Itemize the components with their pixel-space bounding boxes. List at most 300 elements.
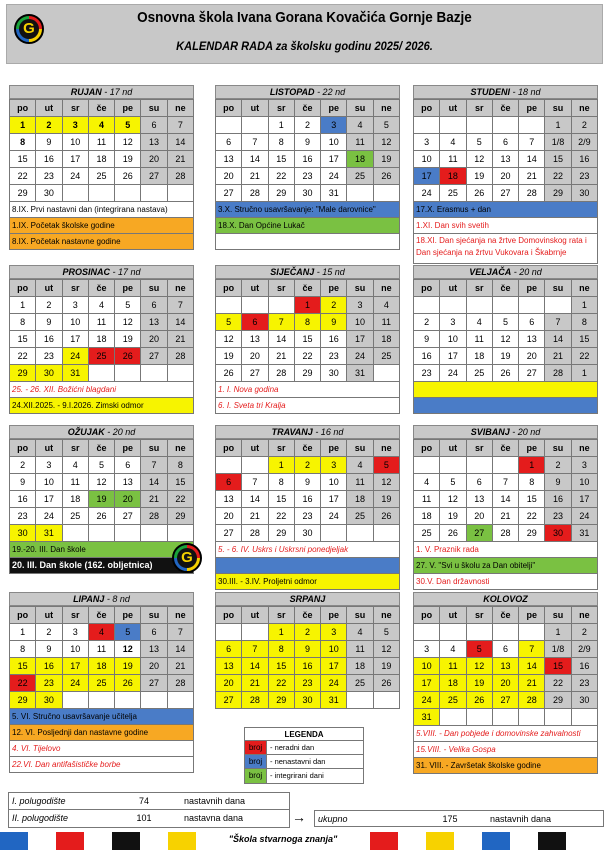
day-cell xyxy=(321,525,347,542)
day-cell: 5 xyxy=(115,297,141,314)
day-cell: 12 xyxy=(374,474,400,491)
day-cell: 16 xyxy=(572,658,598,675)
weekday-header: če xyxy=(89,607,115,624)
day-cell: 22 xyxy=(295,348,321,365)
day-cell: 27 xyxy=(216,692,242,709)
day-cell: 19 xyxy=(374,658,400,675)
day-cell: 10 xyxy=(321,641,347,658)
day-cell: 31 xyxy=(63,365,89,382)
day-cell xyxy=(414,117,440,134)
day-cell: 3 xyxy=(414,641,440,658)
weekday-header: sr xyxy=(269,100,295,117)
day-cell: 7 xyxy=(168,117,194,134)
day-cell: 25 xyxy=(89,348,115,365)
weekday-header: sr xyxy=(467,607,493,624)
weekday-header: pe xyxy=(519,280,545,297)
day-cell: 6 xyxy=(216,641,242,658)
day-cell: 23 xyxy=(545,508,571,525)
day-cell: 23 xyxy=(321,348,347,365)
day-cell: 21 xyxy=(168,151,194,168)
day-cell: 15 xyxy=(295,331,321,348)
month-note: 18.X. Dan Općine Lukač xyxy=(215,218,400,234)
day-cell: 8 xyxy=(572,314,598,331)
day-cell: 4 xyxy=(347,117,373,134)
day-cell xyxy=(141,185,167,202)
day-cell: 28 xyxy=(168,168,194,185)
weekday-header: po xyxy=(216,100,242,117)
day-cell: 17 xyxy=(321,151,347,168)
weekday-header: ut xyxy=(36,440,62,457)
month-note: 5. VI. Stručno usavršavanje učitelja xyxy=(9,709,194,725)
day-cell: 3 xyxy=(321,457,347,474)
day-cell: 21 xyxy=(519,675,545,692)
day-cell: 11 xyxy=(347,134,373,151)
day-cell: 23 xyxy=(10,508,36,525)
day-cell: 1/8 xyxy=(545,641,571,658)
day-cell: 7 xyxy=(242,641,268,658)
day-cell xyxy=(216,457,242,474)
day-cell: 17 xyxy=(414,168,440,185)
day-cell: 28 xyxy=(242,692,268,709)
day-cell: 30 xyxy=(36,692,62,709)
day-cell: 6 xyxy=(493,641,519,658)
day-cell: 5 xyxy=(467,134,493,151)
weekday-header: su xyxy=(141,440,167,457)
month-note: 20. III. Dan škole (162. obljetnica) xyxy=(9,558,194,574)
calendar-subtitle: KALENDAR RADA za školsku godinu 2025/ 2026. xyxy=(176,39,433,53)
weekday-header: po xyxy=(216,440,242,457)
weekday-header: ut xyxy=(242,607,268,624)
legend xyxy=(244,727,364,784)
month-note: 1. I. Nova godina xyxy=(215,382,400,398)
day-cell: 3 xyxy=(321,117,347,134)
day-cell: 31 xyxy=(347,365,373,382)
day-cell: 6 xyxy=(115,457,141,474)
day-cell: 19 xyxy=(374,151,400,168)
day-cell: 21 xyxy=(242,508,268,525)
day-cell: 22 xyxy=(269,168,295,185)
month-note: 1. V. Praznik rada xyxy=(413,542,598,558)
day-cell xyxy=(242,117,268,134)
legend-row-nonworking: broj - neradni dan xyxy=(245,741,363,755)
day-cell: 18 xyxy=(347,151,373,168)
day-cell xyxy=(168,365,194,382)
day-cell: 21 xyxy=(519,168,545,185)
weekday-header: ut xyxy=(36,280,62,297)
day-cell xyxy=(115,185,141,202)
day-cell: 9 xyxy=(36,134,62,151)
weekday-header: su xyxy=(347,280,373,297)
day-cell xyxy=(519,709,545,726)
day-cell: 25 xyxy=(63,508,89,525)
day-cell: 20 xyxy=(216,675,242,692)
day-cell: 23 xyxy=(36,168,62,185)
month-note: 8.IX. Prvi nastavni dan (integrirana nastava) xyxy=(9,202,194,218)
day-cell: 17 xyxy=(572,491,598,508)
day-cell: 27 xyxy=(493,692,519,709)
month-grid xyxy=(215,99,400,202)
weekday-header: pe xyxy=(519,100,545,117)
day-cell xyxy=(89,692,115,709)
day-cell: 13 xyxy=(141,134,167,151)
weekday-header: ne xyxy=(572,280,598,297)
day-cell xyxy=(347,185,373,202)
weekday-header: sr xyxy=(269,280,295,297)
day-cell: 31 xyxy=(572,525,598,542)
day-cell: 16 xyxy=(10,491,36,508)
day-cell: 13 xyxy=(115,474,141,491)
weekday-header: po xyxy=(414,440,440,457)
day-cell: 17 xyxy=(414,675,440,692)
weekday-header: ne xyxy=(572,100,598,117)
day-cell: 15 xyxy=(269,658,295,675)
month-title: PROSINAC - 17 nd xyxy=(9,265,194,279)
day-cell: 2/9 xyxy=(572,134,598,151)
weekday-header: ut xyxy=(440,280,466,297)
day-cell: 24 xyxy=(321,168,347,185)
day-cell: 16 xyxy=(545,491,571,508)
day-cell: 6 xyxy=(519,314,545,331)
day-cell: 5 xyxy=(467,641,493,658)
day-cell: 21 xyxy=(269,348,295,365)
weekday-header: če xyxy=(89,100,115,117)
day-cell: 24 xyxy=(63,348,89,365)
day-cell: 20 xyxy=(115,491,141,508)
day-cell xyxy=(141,525,167,542)
day-cell: 4 xyxy=(347,457,373,474)
legend-title: LEGENDA xyxy=(245,728,363,741)
weekday-header: sr xyxy=(269,440,295,457)
weekday-header: če xyxy=(89,440,115,457)
day-cell: 18 xyxy=(374,331,400,348)
day-cell: 25 xyxy=(440,185,466,202)
day-cell: 14 xyxy=(519,151,545,168)
day-cell: 4 xyxy=(374,297,400,314)
day-cell: 18 xyxy=(89,331,115,348)
day-cell: 23 xyxy=(572,168,598,185)
school-motto: "Škola stvarnoga znanja" xyxy=(228,834,338,844)
day-cell: 12 xyxy=(89,474,115,491)
weekday-header: po xyxy=(414,280,440,297)
day-cell xyxy=(89,525,115,542)
day-cell: 26 xyxy=(374,168,400,185)
day-cell: 29 xyxy=(545,185,571,202)
day-cell: 28 xyxy=(168,675,194,692)
weekday-header: pe xyxy=(115,280,141,297)
day-cell: 18 xyxy=(414,508,440,525)
day-cell: 5 xyxy=(115,624,141,641)
weekday-header: po xyxy=(414,607,440,624)
day-cell: 3 xyxy=(36,457,62,474)
day-cell xyxy=(216,624,242,641)
day-cell: 4 xyxy=(89,297,115,314)
day-cell: 10 xyxy=(440,331,466,348)
day-cell: 6 xyxy=(141,624,167,641)
day-cell: 3 xyxy=(63,117,89,134)
day-cell: 22 xyxy=(10,675,36,692)
weekday-header: po xyxy=(10,280,36,297)
day-cell: 10 xyxy=(414,658,440,675)
day-cell: 20 xyxy=(141,151,167,168)
day-cell: 22 xyxy=(519,508,545,525)
day-cell: 30 xyxy=(321,365,347,382)
day-cell xyxy=(141,365,167,382)
day-cell: 13 xyxy=(493,658,519,675)
weekday-header: su xyxy=(347,607,373,624)
day-cell xyxy=(440,624,466,641)
weekday-header: sr xyxy=(467,440,493,457)
weekday-header: če xyxy=(493,100,519,117)
day-cell: 3 xyxy=(440,314,466,331)
day-cell: 26 xyxy=(115,675,141,692)
weekday-header: po xyxy=(216,607,242,624)
day-cell: 13 xyxy=(493,151,519,168)
day-cell xyxy=(242,624,268,641)
day-cell: 25 xyxy=(414,525,440,542)
day-cell: 19 xyxy=(493,348,519,365)
day-cell: 30 xyxy=(572,692,598,709)
month-title: SRPANJ xyxy=(215,592,400,606)
day-cell: 27 xyxy=(141,348,167,365)
weekday-header: ne xyxy=(374,607,400,624)
month-note: 19.-20. III. Dan škole xyxy=(9,542,194,558)
weekday-header: ne xyxy=(572,607,598,624)
day-cell: 14 xyxy=(242,491,268,508)
day-cell: 14 xyxy=(493,491,519,508)
day-cell: 17 xyxy=(36,491,62,508)
day-cell: 15 xyxy=(10,658,36,675)
day-cell: 28 xyxy=(141,508,167,525)
month-note: 3.X. Stručno usavršavanje: "Male darovnice" xyxy=(215,202,400,218)
header xyxy=(6,4,603,64)
day-cell: 22 xyxy=(545,675,571,692)
day-cell: 3 xyxy=(347,297,373,314)
day-cell: 20 xyxy=(216,168,242,185)
day-cell: 26 xyxy=(493,365,519,382)
day-cell: 14 xyxy=(168,314,194,331)
day-cell: 21 xyxy=(545,348,571,365)
month-note: 1.XI. Dan svih svetih xyxy=(413,218,598,234)
day-cell: 22 xyxy=(269,508,295,525)
day-cell: 7 xyxy=(493,474,519,491)
month-grid xyxy=(9,439,194,542)
day-cell: 15 xyxy=(168,474,194,491)
month-lipanj xyxy=(9,592,194,773)
day-cell: 29 xyxy=(519,525,545,542)
month-title: VELJAČA - 20 nd xyxy=(413,265,598,279)
day-cell: 18 xyxy=(63,491,89,508)
weekday-header: če xyxy=(493,280,519,297)
day-cell: 25 xyxy=(347,508,373,525)
day-cell xyxy=(89,185,115,202)
month-grid xyxy=(413,606,598,726)
weekday-header: če xyxy=(295,100,321,117)
day-cell: 15 xyxy=(545,151,571,168)
day-cell xyxy=(414,297,440,314)
day-cell xyxy=(374,525,400,542)
day-cell: 4 xyxy=(440,134,466,151)
month-note: 4. VI. Tijelovo xyxy=(9,741,194,757)
day-cell: 30 xyxy=(36,185,62,202)
day-cell: 27 xyxy=(216,185,242,202)
weekday-header: su xyxy=(545,440,571,457)
day-cell: 24 xyxy=(414,692,440,709)
day-cell: 20 xyxy=(467,508,493,525)
month-note: 6. I. Sveta tri Kralja xyxy=(215,398,400,414)
day-cell: 9 xyxy=(36,641,62,658)
day-cell: 29 xyxy=(10,365,36,382)
day-cell: 24 xyxy=(440,365,466,382)
day-cell: 19 xyxy=(115,658,141,675)
day-cell: 31 xyxy=(414,709,440,726)
weekday-header: su xyxy=(545,100,571,117)
day-cell: 23 xyxy=(36,348,62,365)
day-cell: 23 xyxy=(414,365,440,382)
day-cell: 21 xyxy=(141,491,167,508)
day-cell: 10 xyxy=(36,474,62,491)
day-cell: 27 xyxy=(493,185,519,202)
day-cell: 1 xyxy=(10,297,36,314)
day-cell: 12 xyxy=(216,331,242,348)
day-cell: 9 xyxy=(36,314,62,331)
day-cell: 30 xyxy=(295,185,321,202)
weekday-header: ne xyxy=(374,100,400,117)
day-cell: 28 xyxy=(242,525,268,542)
weekday-header: ne xyxy=(374,280,400,297)
legend-row-nonteaching: broj - nenastavni dan xyxy=(245,755,363,769)
month-note: 24.XII.2025. - 9.I.2026. Zimski odmor xyxy=(9,398,194,414)
day-cell: 1 xyxy=(10,624,36,641)
stats-row-second: II. polugodište 101 nastavna dana xyxy=(12,813,244,823)
weekday-header: sr xyxy=(467,280,493,297)
day-cell: 26 xyxy=(467,692,493,709)
day-cell: 9 xyxy=(295,474,321,491)
day-cell: 5 xyxy=(493,314,519,331)
day-cell xyxy=(374,692,400,709)
weekday-header: ut xyxy=(440,100,466,117)
month-grid xyxy=(215,279,400,382)
semester-stats xyxy=(8,792,290,828)
day-cell xyxy=(374,185,400,202)
weekday-header: sr xyxy=(467,100,493,117)
day-cell: 31 xyxy=(321,185,347,202)
day-cell: 15 xyxy=(10,331,36,348)
day-cell xyxy=(115,692,141,709)
weekday-header: ut xyxy=(440,440,466,457)
day-cell: 20 xyxy=(493,168,519,185)
day-cell: 28 xyxy=(519,185,545,202)
day-cell: 19 xyxy=(216,348,242,365)
day-cell: 12 xyxy=(467,151,493,168)
month-grid xyxy=(215,606,400,709)
day-cell xyxy=(493,624,519,641)
weekday-header: če xyxy=(493,440,519,457)
day-cell: 5 xyxy=(374,117,400,134)
day-cell: 2 xyxy=(545,457,571,474)
day-cell: 17 xyxy=(347,331,373,348)
weekday-header: ut xyxy=(242,100,268,117)
day-cell: 1 xyxy=(572,365,598,382)
weekday-header: po xyxy=(10,607,36,624)
weekday-header: pe xyxy=(321,280,347,297)
day-cell xyxy=(519,117,545,134)
day-cell: 20 xyxy=(519,348,545,365)
day-cell: 20 xyxy=(493,675,519,692)
day-cell: 1 xyxy=(545,624,571,641)
day-cell xyxy=(440,117,466,134)
day-cell: 24 xyxy=(414,185,440,202)
weekday-header: pe xyxy=(115,440,141,457)
weekday-header: po xyxy=(10,440,36,457)
day-cell: 8 xyxy=(269,134,295,151)
weekday-header: če xyxy=(295,440,321,457)
day-cell: 15 xyxy=(572,331,598,348)
day-cell: 23 xyxy=(295,675,321,692)
day-cell: 24 xyxy=(321,675,347,692)
day-cell: 13 xyxy=(216,151,242,168)
day-cell: 1 xyxy=(519,457,545,474)
day-cell: 9 xyxy=(414,331,440,348)
day-cell xyxy=(519,297,545,314)
day-cell: 16 xyxy=(36,331,62,348)
legend-row-integrated: broj - integrirani dani xyxy=(245,769,363,783)
day-cell: 9 xyxy=(545,474,571,491)
day-cell: 18 xyxy=(347,491,373,508)
day-cell: 29 xyxy=(269,692,295,709)
day-cell: 18 xyxy=(467,348,493,365)
day-cell xyxy=(493,117,519,134)
weekday-header: sr xyxy=(63,280,89,297)
day-cell: 12 xyxy=(374,641,400,658)
day-cell: 4 xyxy=(440,641,466,658)
day-cell: 2 xyxy=(572,624,598,641)
day-cell: 28 xyxy=(545,365,571,382)
month-title: RUJAN - 17 nd xyxy=(9,85,194,99)
day-cell xyxy=(63,692,89,709)
day-cell xyxy=(545,709,571,726)
day-cell: 18 xyxy=(440,675,466,692)
day-cell: 10 xyxy=(321,134,347,151)
day-cell: 21 xyxy=(168,331,194,348)
day-cell: 27 xyxy=(115,508,141,525)
day-cell: 22 xyxy=(269,675,295,692)
weekday-header: pe xyxy=(519,607,545,624)
day-cell: 6 xyxy=(141,117,167,134)
day-cell: 26 xyxy=(467,185,493,202)
day-cell: 15 xyxy=(269,491,295,508)
day-cell: 16 xyxy=(295,151,321,168)
day-cell: 2 xyxy=(321,297,347,314)
day-cell: 26 xyxy=(374,508,400,525)
day-cell: 10 xyxy=(63,134,89,151)
day-cell: 14 xyxy=(168,641,194,658)
stats-row-first: I. polugodište 74 nastavnih dana xyxy=(9,793,289,810)
day-cell: 19 xyxy=(440,508,466,525)
weekday-header: če xyxy=(89,280,115,297)
arrow-icon: → xyxy=(292,809,306,825)
school-title: Osnovna škola Ivana Gorana Kovačića Gornje Bazje xyxy=(137,9,472,26)
day-cell: 1 xyxy=(10,117,36,134)
day-cell: 24 xyxy=(347,348,373,365)
day-cell: 27 xyxy=(467,525,493,542)
day-cell xyxy=(242,457,268,474)
day-cell: 6 xyxy=(141,297,167,314)
day-cell: 20 xyxy=(242,348,268,365)
day-cell: 16 xyxy=(572,151,598,168)
day-cell xyxy=(216,297,242,314)
day-cell: 23 xyxy=(295,508,321,525)
month-title: KOLOVOZ xyxy=(413,592,598,606)
